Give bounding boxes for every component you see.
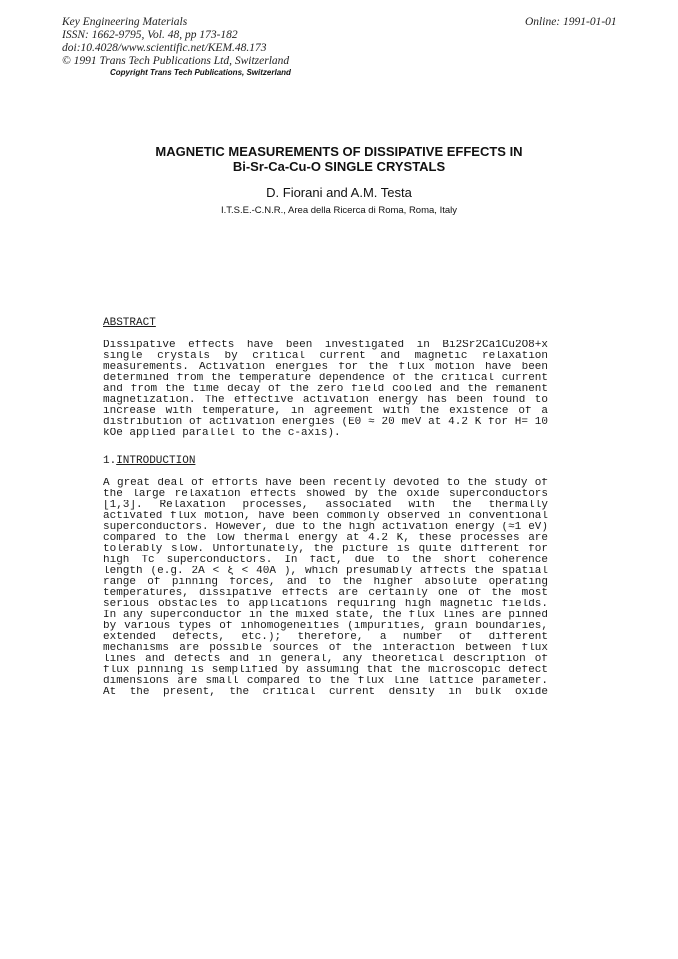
intro-line: lines and defects and in general, any theoretical description of xyxy=(103,654,548,665)
abstract-line: distribution of activation energies (E0 ≈ 20 meV at 4.2 K for H= 10 xyxy=(103,417,548,428)
affiliation: I.T.S.E.-C.N.R., Area della Ricerca di Roma, Roma, Italy xyxy=(221,205,457,216)
paper-title-line-1: MAGNETIC MEASUREMENTS OF DISSIPATIVE EFFECTS IN xyxy=(155,144,523,159)
intro-line: activated flux motion, have been commonly observed in conventional xyxy=(103,511,548,522)
abstract-line: single crystals by critical current and magnetic relaxation xyxy=(103,351,548,362)
section-title: INTRODUCTION xyxy=(116,455,196,467)
intro-line: superconductors. However, due to the high activation energy (≈1 eV) xyxy=(103,522,548,533)
intro-line: In any superconductor in the mixed state, the flux lines are pinned xyxy=(103,610,548,621)
abstract-line: Dissipative effects have been investigated in Bi2Sr2Ca1Cu2O8+x xyxy=(103,340,548,351)
intro-line: by various types of inhomogeneities (impurities, grain boundaries, xyxy=(103,621,548,632)
issn-line: ISSN: 1662-9795, Vol. 48, pp 173-182 xyxy=(62,29,238,41)
intro-line: dimensions are small compared to the flux line lattice parameter. xyxy=(103,676,548,687)
abstract-line: kOe applied parallel to the c-axis). xyxy=(103,428,341,439)
journal-name: Key Engineering Materials xyxy=(62,16,188,28)
intro-line: A great deal of efforts have been recently devoted to the study of xyxy=(103,478,548,489)
abstract-line: increase with temperature, in agreement with the existence of a xyxy=(103,406,548,417)
doi-link[interactable]: doi:10.4028/www.scientific.net/KEM.48.173 xyxy=(62,42,267,54)
intro-line: extended defects, etc.); therefore, a number of different xyxy=(103,632,548,643)
intro-line: range of pinning forces, and to the higher absolute operating xyxy=(103,577,548,588)
online-date: Online: 1991-01-01 xyxy=(525,16,617,28)
section-number: 1. xyxy=(103,455,117,467)
abstract-line: magnetization. The effective activation energy has been found to xyxy=(103,395,548,406)
authors: D. Fiorani and A.M. Testa xyxy=(266,185,412,200)
abstract-line: and from the time decay of the zero field cooled and the remanent xyxy=(103,384,548,395)
intro-line: compared to the low thermal energy at 4.2 K, these processes are xyxy=(103,533,548,544)
intro-line: high Tc superconductors. In fact, due to the short coherence xyxy=(103,555,548,566)
publisher-copyright: © 1991 Trans Tech Publications Ltd, Switzerland xyxy=(62,55,290,67)
introduction-body xyxy=(103,478,548,698)
intro-line: temperatures, dissipative effects are certainly one of the most xyxy=(103,588,548,599)
intro-line: [1,3]. Relaxation processes, associated with the thermally xyxy=(103,500,548,511)
abstract-heading: ABSTRACT xyxy=(103,317,156,329)
intro-line: tolerably slow. Unfortunately, the picture is quite different for xyxy=(103,544,548,555)
intro-line: At the present, the critical current density in bulk oxide xyxy=(103,687,548,698)
intro-line: flux pinning is semplified by assuming that the microscopic defect xyxy=(103,665,548,676)
intro-line: the large relaxation effects showed by the oxide superconductors xyxy=(103,489,548,500)
abstract-line: measurements. Activation energies for the flux motion have been xyxy=(103,362,548,373)
paper-title-line-2: Bi-Sr-Ca-Cu-O SINGLE CRYSTALS xyxy=(232,159,446,174)
abstract-line: determined from the temperature dependence of the critical current xyxy=(103,373,548,384)
introduction-heading xyxy=(103,456,195,467)
intro-line: serious obstacles to applications requiring high magnetic fields. xyxy=(103,599,548,610)
abstract-body xyxy=(103,340,548,439)
intro-line: length (e.g. 2Å < ξ < 40Å ), which presumably affects the spatial xyxy=(103,566,548,577)
intro-line: mechanisms are possible sources of the interaction between flux xyxy=(103,643,548,654)
copyright-stamp: Copyright Trans Tech Publications, Switzerland xyxy=(110,68,291,77)
